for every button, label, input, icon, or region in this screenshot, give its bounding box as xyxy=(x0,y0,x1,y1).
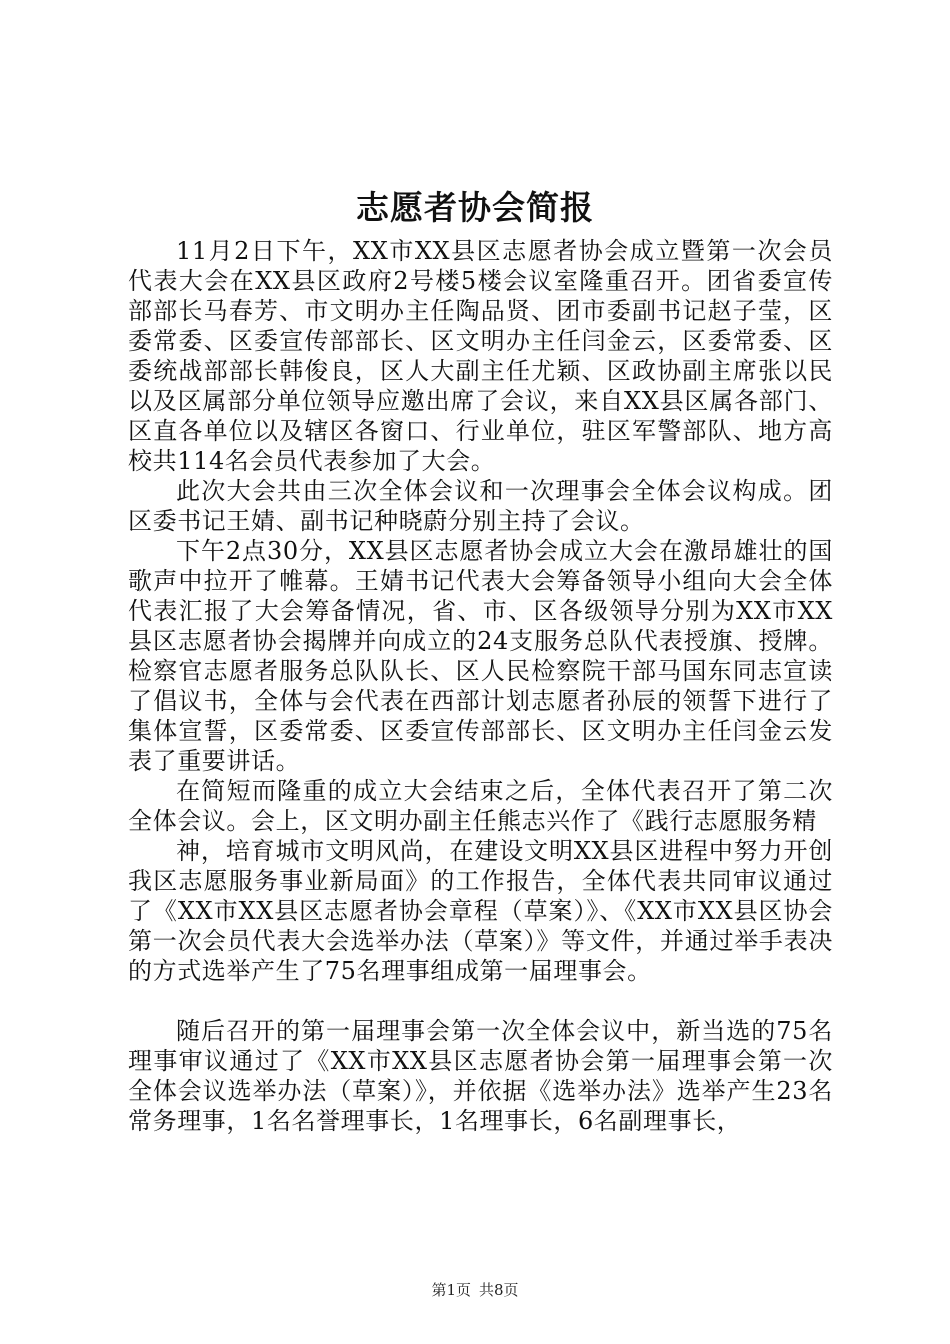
page-total: 共8页 xyxy=(479,1281,519,1299)
paragraph-second-session: 在简短而隆重的成立大会结束之后，全体代表召开了第二次全体会议。会上，区文明办副主任熊志兴作了《践行志愿服务精 xyxy=(128,777,833,835)
page-number: 第1页 xyxy=(431,1281,471,1299)
paragraph-founding-ceremony: 下午2点30分，XX县区志愿者协会成立大会在激昂雄壮的国歌声中拉开了帷幕。王婧书记代表大会筹备领导小组向大会全体代表汇报了大会筹备情况，省、市、区各级领导分别为XX市XX县区志愿者协会揭牌并向成立的24支服务总队代表授旗、授牌。检察官志愿者服务总队队长、区人民检察院干部马国东同志宣读了倡议书，全体与会代表在西部计划志愿者孙辰的领誓下进行了集体宣誓，区委常委、区委宣传部部长、区文明办主任闫金云发表了重要讲话。 xyxy=(128,537,833,775)
document-body xyxy=(128,236,833,1136)
paragraph-work-report: 神，培育城市文明风尚，在建设文明XX县区进程中努力开创我区志愿服务事业新局面》的工作报告，全体代表共同审议通过了《XX市XX县区志愿者协会章程（草案）》、《XX市XX县区协会第一次会员代表大会选举办法（草案）》等文件，并通过举手表决的方式选举产生了75名理事组成第一届理事会。 xyxy=(128,837,833,985)
paragraph-council-meeting: 随后召开的第一届理事会第一次全体会议中，新当选的75名理事审议通过了《XX市XX县区志愿者协会第一届理事会第一次全体会议选举办法（草案）》，并依据《选举办法》选举产生23名常务理事，1名名誉理事长，1名理事长，6名副理事长， xyxy=(128,1017,833,1135)
paragraph-opening: 11月2日下午，XX市XX县区志愿者协会成立暨第一次会员代表大会在XX县区政府2号楼5楼会议室隆重召开。团省委宣传部部长马春芳、市文明办主任陶品贤、团市委副书记赵子莹，区委常委、区委宣传部部长、区文明办主任闫金云，区委常委、区委统战部部长韩俊良，区人大副主任尤颖、区政协副主席张以民以及区属部分单位领导应邀出席了会议，来自XX县区属各部门、区直各单位以及辖区各窗口、行业单位，驻区军警部队、地方高校共114名会员代表参加了大会。 xyxy=(128,237,833,475)
document-title: 志愿者协会简报 xyxy=(356,188,594,227)
page-footer xyxy=(0,1280,950,1300)
paragraph-structure: 此次大会共由三次全体会议和一次理事会全体会议构成。团区委书记王婧、副书记种晓蔚分别主持了会议。 xyxy=(128,477,833,535)
